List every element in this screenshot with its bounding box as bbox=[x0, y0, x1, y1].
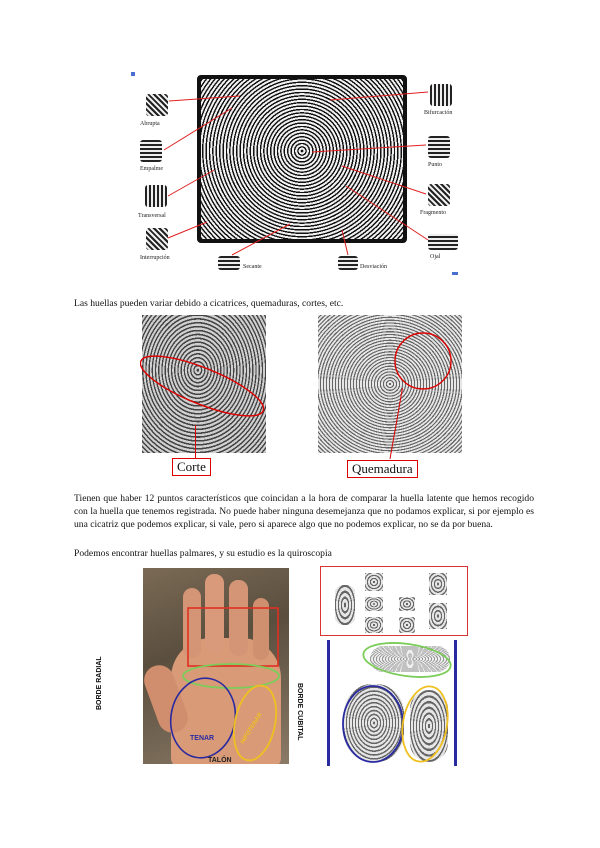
punto-pointer bbox=[312, 145, 426, 152]
borde-radial-label: BORDE RADIAL bbox=[96, 656, 103, 710]
quemadura-caption: Quemadura bbox=[347, 460, 418, 478]
desviacion-label: Desviación bbox=[360, 264, 387, 270]
hipotenar-label: HIPOTENAR bbox=[240, 712, 264, 746]
interrupcion-pointer bbox=[168, 222, 207, 238]
fragmento-label: Fragmento bbox=[420, 210, 446, 216]
interdigital-region bbox=[183, 664, 279, 688]
palm-regions bbox=[143, 568, 289, 764]
fragmento-pointer bbox=[342, 166, 426, 194]
finger-prints-card bbox=[320, 566, 468, 636]
palm-print-blue-region bbox=[343, 686, 403, 762]
secante-label: Secante bbox=[243, 264, 262, 270]
palm-print-green-region bbox=[361, 640, 453, 682]
abrupta-label: Abrupta bbox=[140, 121, 160, 127]
ojal-label: Ojal bbox=[430, 254, 441, 260]
talon-label: TALÓN bbox=[208, 757, 232, 764]
paragraph-palm-prints: Podemos encontrar huellas palmares, y su estudio es la quiroscopia bbox=[74, 548, 332, 559]
paragraph-variations: Las huellas pueden variar debido a cicatrices, quemaduras, cortes, etc. bbox=[74, 298, 344, 309]
palm-print-yellow-region bbox=[397, 683, 454, 765]
fingerprint-8 bbox=[429, 603, 447, 629]
fingerprint-1 bbox=[335, 585, 355, 625]
quemadura-highlight bbox=[390, 330, 456, 392]
desviacion-pointer bbox=[342, 230, 348, 255]
fingerprint-2 bbox=[365, 573, 383, 591]
secante-pointer bbox=[232, 224, 290, 255]
transversal-label: Transversal bbox=[138, 213, 166, 219]
corte-pointer bbox=[195, 425, 196, 459]
fingerprint-3 bbox=[365, 597, 383, 611]
fingerprint-4 bbox=[365, 617, 383, 633]
paragraph-twelve-points: Tienen que haber 12 puntos característicos que coincidan a la hora de comparar la huella latente que hemos recogido con la huella que tenemos registrada. No puede haber ninguna desemejanza que no podamos explicar, si por ejemplo es una cicatriz que podemos explicar, si vale, pero si aparece algo que no podemos explicar, no se da por buena. bbox=[74, 493, 534, 531]
bifurcacion-pointer bbox=[330, 92, 428, 100]
abrupta-pointer bbox=[169, 96, 240, 101]
empalme-pointer bbox=[164, 108, 232, 150]
palm-print-regions bbox=[327, 640, 457, 766]
corte-highlight bbox=[140, 340, 272, 432]
fingers-region-rect bbox=[188, 608, 278, 666]
punto-label: Punto bbox=[428, 162, 443, 168]
minutiae-pointer-lines bbox=[0, 0, 600, 300]
ojal-pointer bbox=[346, 186, 428, 240]
fingerprint-6 bbox=[399, 617, 415, 633]
empalme-label: Empalme bbox=[140, 166, 163, 172]
tenar-label: TENAR bbox=[190, 735, 215, 742]
corte-caption: Corte bbox=[172, 458, 211, 476]
bifurcacion-label: Bifurcación bbox=[424, 110, 453, 116]
fingerprint-7 bbox=[429, 573, 447, 595]
transversal-pointer bbox=[168, 170, 214, 196]
fingerprint-5 bbox=[399, 597, 415, 611]
borde-cubital-label: BORDE CUBITAL bbox=[296, 683, 303, 741]
interrupcion-label: Interrupción bbox=[140, 255, 170, 261]
